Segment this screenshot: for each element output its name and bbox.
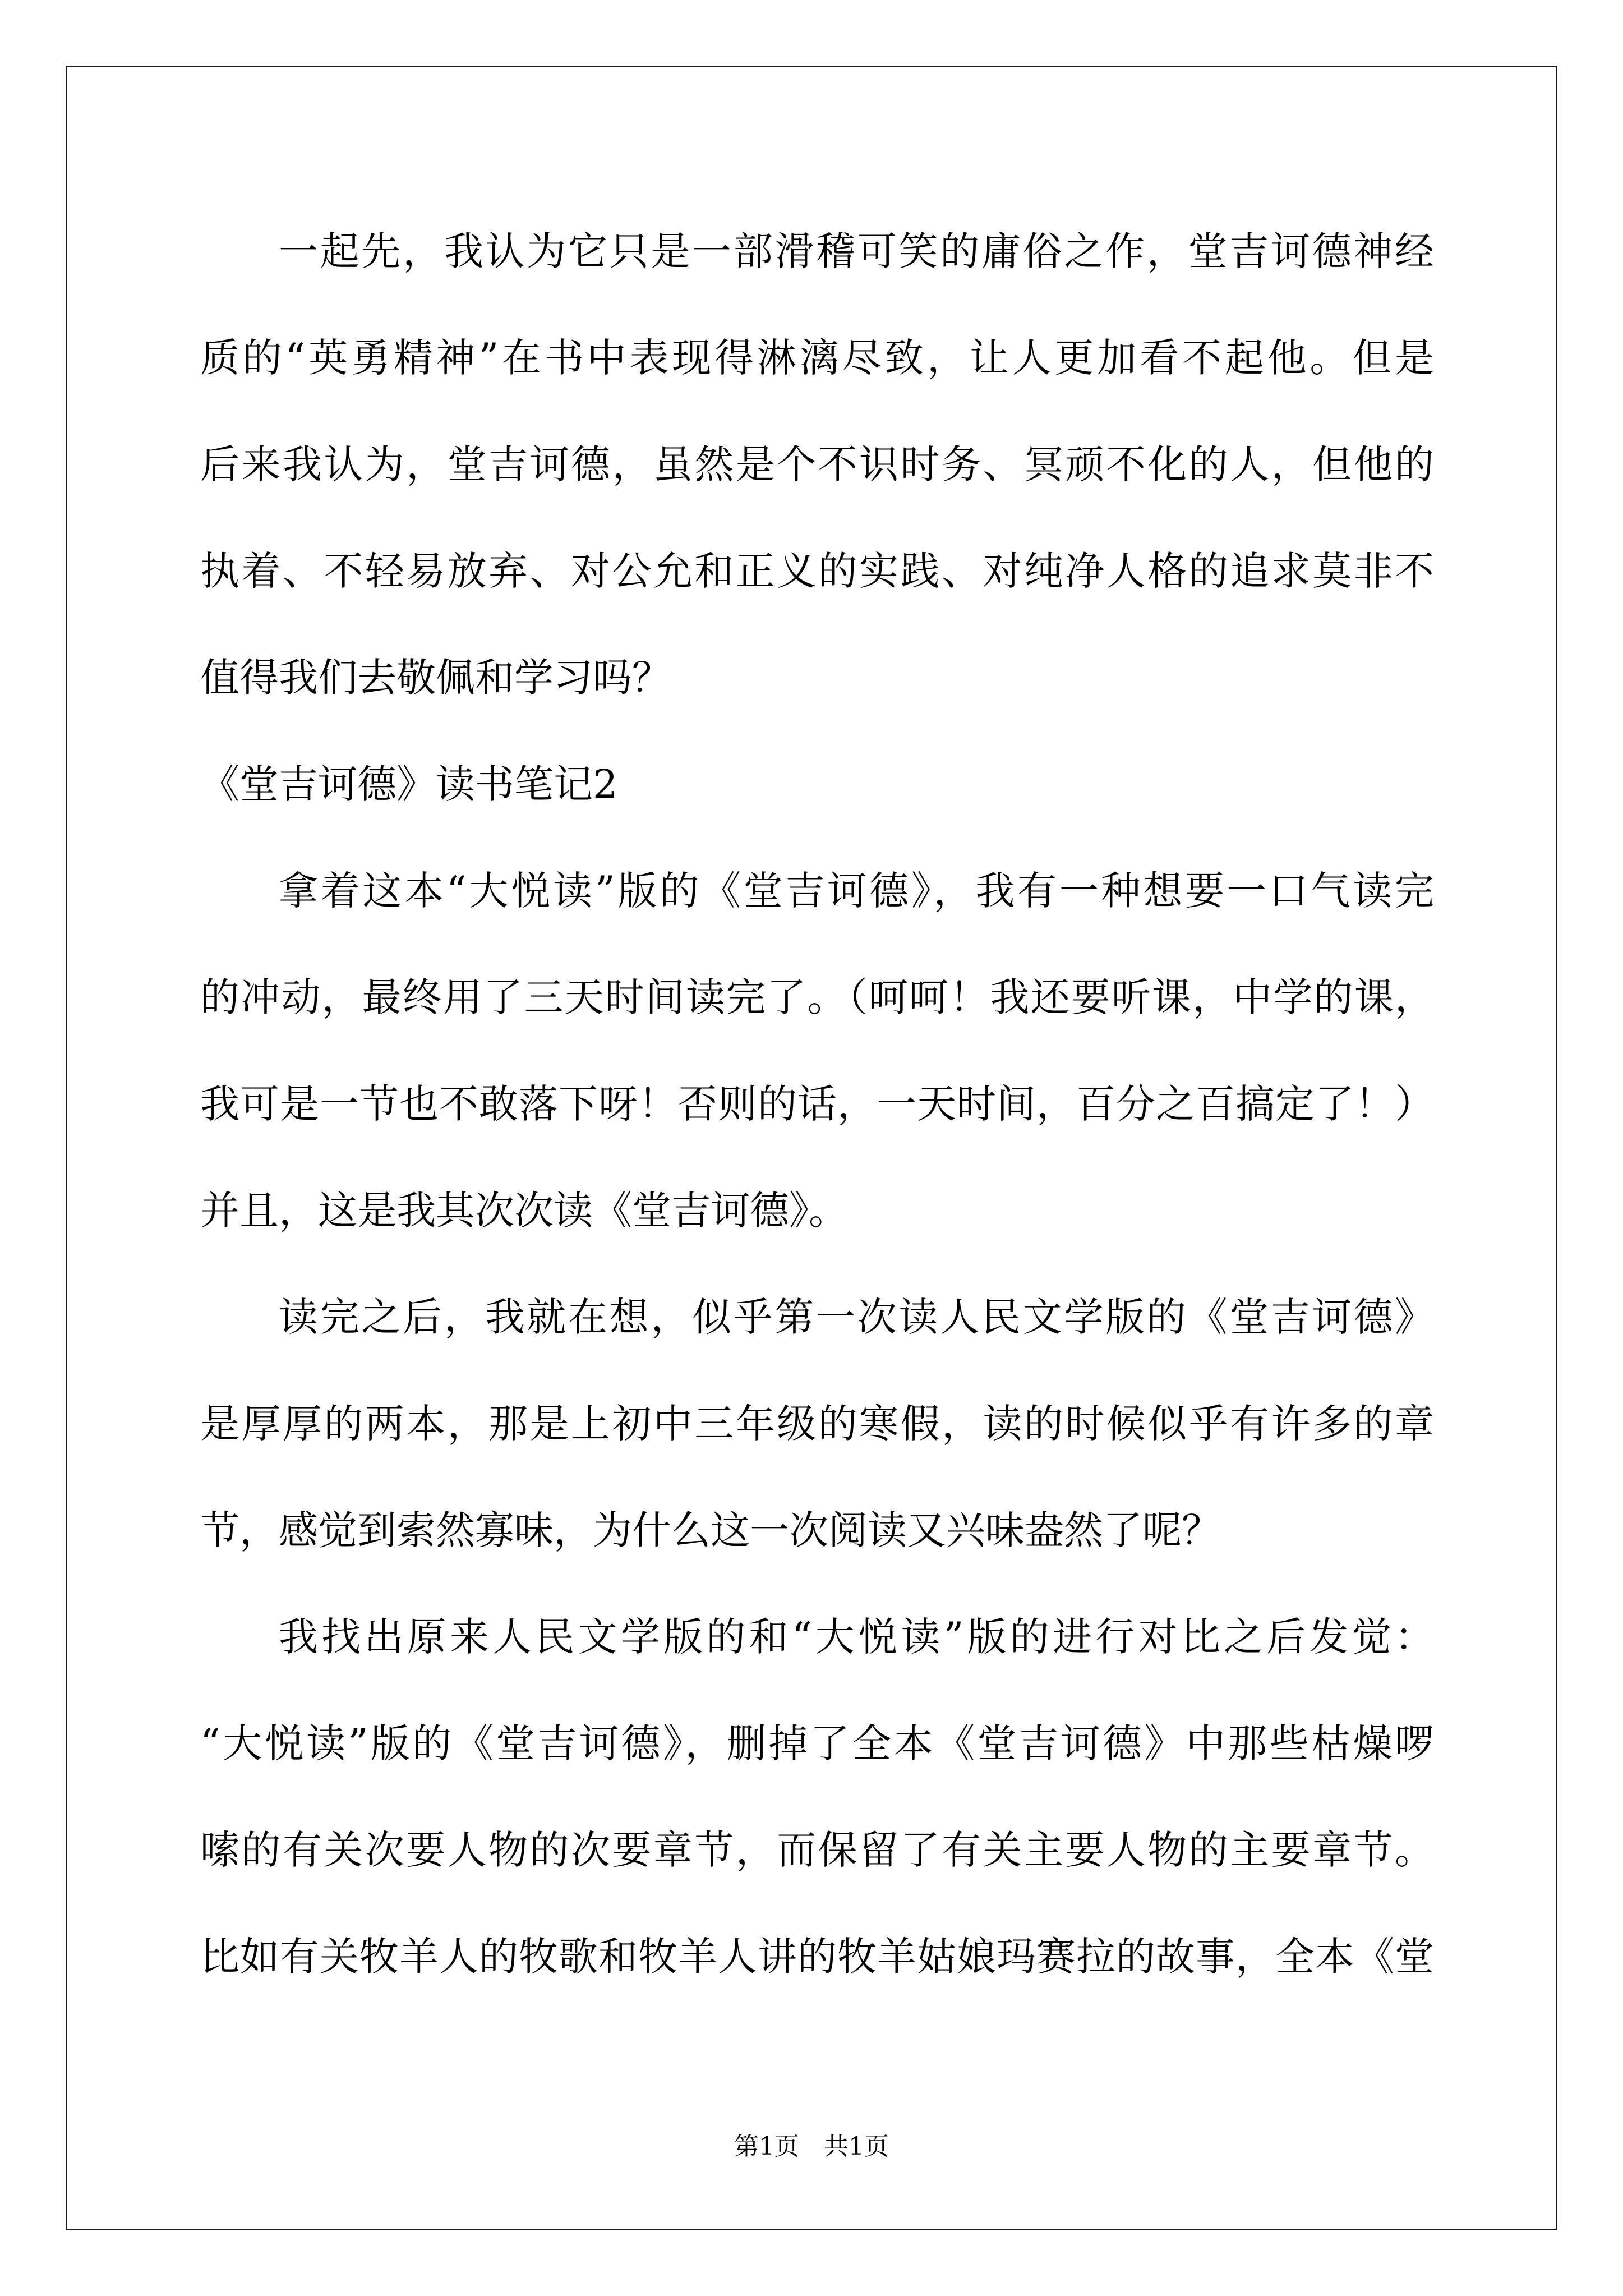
body-text-line: “大悦读”版的《堂吉诃德》，删掉了全本《堂吉诃德》中那些枯燥啰 <box>200 1720 1434 1766</box>
body-text-line: 质的“英勇精神”在书中表现得淋漓尽致，让人更加看不起他。但是 <box>200 335 1434 381</box>
body-text-line: 后来我认为，堂吉诃德，虽然是个不识时务、冥顽不化的人，但他的 <box>200 441 1434 487</box>
paragraph <box>200 838 1434 1264</box>
body-text-line: 我可是一节也不敢落下呀！否则的话，一天时间，百分之百搞定了！） <box>200 1081 1434 1127</box>
document-body <box>200 198 1434 2010</box>
body-text-line: 值得我们去敬佩和学习吗？ <box>200 655 671 701</box>
body-text-line: 执着、不轻易放弃、对公允和正义的实践、对纯净人格的追求莫非不 <box>200 548 1434 594</box>
body-text-line: 比如有关牧羊人的牧歌和牧羊人讲的牧羊姑娘玛赛拉的故事，全本《堂 <box>200 1934 1434 1980</box>
body-text-line: 我找出原来人民文学版的和“大悦读”版的进行对比之后发觉： <box>279 1614 1434 1660</box>
body-text-line: 一起先，我认为它只是一部滑稽可笑的庸俗之作，堂吉诃德神经 <box>279 228 1434 274</box>
paragraph <box>200 1584 1434 2010</box>
paragraph <box>200 1264 1434 1584</box>
body-text-line: 节，感觉到索然寡味，为什么这一次阅读又兴味盎然了呢？ <box>200 1507 1221 1553</box>
body-text-line: 的冲动，最终用了三天时间读完了。（呵呵！我还要听课，中学的课， <box>200 974 1434 1020</box>
body-text-line: 是厚厚的两本，那是上初中三年级的寒假，读的时候似乎有许多的章 <box>200 1401 1434 1447</box>
body-text-line: 并且，这是我其次次读《堂吉诃德》。 <box>200 1188 848 1234</box>
body-text-line: 嗦的有关次要人物的次要章节，而保留了有关主要人物的主要章节。 <box>200 1827 1434 1873</box>
page-footer: 第1页 共1页 <box>734 2132 889 2161</box>
paragraph <box>200 198 1434 731</box>
body-text-line: 拿着这本“大悦读”版的《堂吉诃德》，我有一种想要一口气读完 <box>279 868 1434 914</box>
section-heading: 《堂吉诃德》读书笔记2 <box>200 761 618 807</box>
body-text-line: 读完之后，我就在想，似乎第一次读人民文学版的《堂吉诃德》 <box>279 1294 1434 1340</box>
